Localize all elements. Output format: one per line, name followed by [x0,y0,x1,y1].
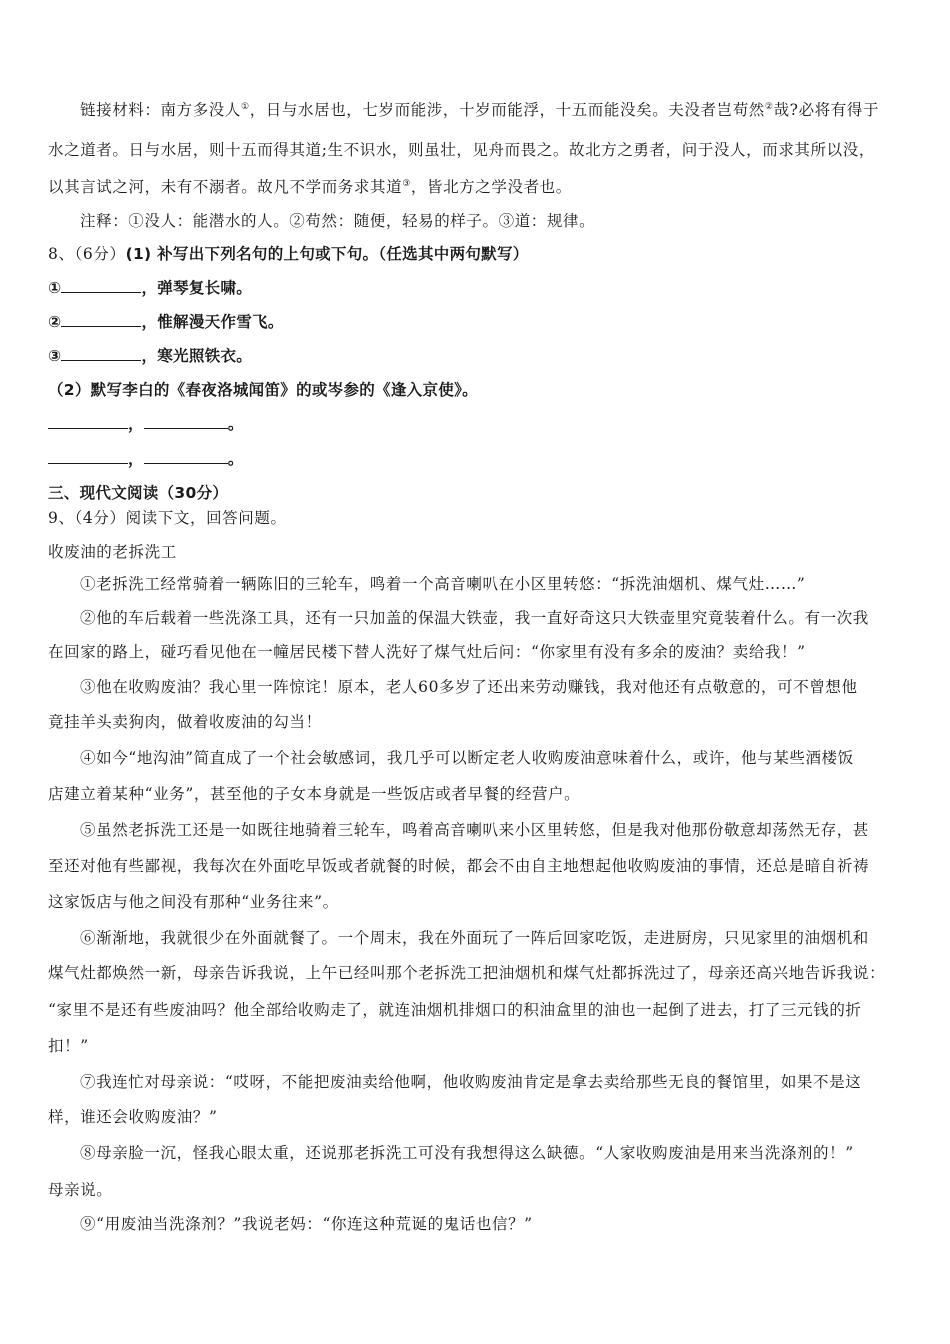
paragraph-3-line-1: ③他在收购废油？我心里一阵惊诧！原本，老人60多岁了还出来劳动赚钱，我对他还有点敬意的，可不曾想他 [80,678,858,696]
paragraph-7-line-2: 样，谁还会收购废油？” [48,1108,218,1126]
paragraph-3-line-2: 竟挂羊头卖狗肉，做着收废油的勾当！ [48,713,322,731]
q8-item-2: ② ，惟解漫天作雪飞。 [48,313,284,331]
paragraph-5-line-1: ⑤虽然老拆洗工还是一如既往地骑着三轮车，鸣着高音喇叭来小区里转悠，但是我对他那份敬意却荡然无存，甚 [80,821,869,839]
paragraph-1: ①老拆洗工经常骑着一辆陈旧的三轮车，鸣着一个高音喇叭在小区里转悠：“拆洗油烟机、煤气灶……” [80,575,806,593]
paragraph-5-line-2: 至还对他有些鄙视，我每次在外面吃早饭或者就餐的时候，都会不由自主地想起他收购废油的事情，还总是暗自祈祷 [48,857,870,875]
q8-answer-line-2: ， 。 [48,449,908,469]
paragraph-6-line-3: “家里不是还有些废油吗？他全部给收购走了，就连油烟机排烟口的积油盒里的油也一起倒了进去，打了三元钱的折 [48,1001,862,1019]
question-9-heading: 9、（4分）阅读下文，回答问题。 [48,509,287,527]
link-material-line-3: 以其言试之河，未有不溺者。故凡不学而务求其道③，皆北方之学没者也。 [48,178,572,196]
paragraph-2-line-1: ②他的车后载着一些洗涤工具，还有一只加盖的保温大铁壶，我一直好奇这只大铁壶里究竟装着什么。有一次我 [80,609,869,627]
answer-blank[interactable] [61,346,141,361]
section-3-heading: 三、现代文阅读（30分） [48,484,229,502]
paragraph-4-line-2: 店建立着某种“业务”，甚至他的子女本身就是一些饭店或者早餐的经营户。 [48,785,581,803]
q8-item-1: ① ，弹琴复长啸。 [48,279,253,297]
answer-blank[interactable] [61,312,141,327]
paragraph-5-line-3: 这家饭店与他之间没有那种“业务往来”。 [48,893,339,911]
link-material-line-2: 水之道者。日与水居，则十五而得其道;生不识水，则虽壮，见舟而畏之。故北方之勇者，问于没人，而求其所以没， [48,141,875,159]
paragraph-8-line-2: 母亲说。 [48,1181,113,1199]
answer-blank[interactable] [144,414,228,429]
annotation-note: 注释：①没人：能潜水的人。②苟然：随便，轻易的样子。③道：规律。 [80,212,596,230]
paragraph-6-line-2: 煤气灶都焕然一新，母亲告诉我说，上午已经叫那个老拆洗工把油烟机和煤气灶都拆洗过了，母亲还高兴地告诉我说： [48,964,886,982]
paragraph-7-line-1: ⑦我连忙对母亲说：“哎呀，不能把废油卖给他啊，他收购废油肯定是拿去卖给那些无良的餐馆里，如果不是这 [80,1073,862,1091]
question-8-heading: 8、（6分）(1) 补写出下列名句的上句或下句。（任选其中两句默写） [48,245,529,263]
paragraph-6-line-4: 扣！” [48,1037,89,1055]
paragraph-2-line-2: 在回家的路上，碰巧看见他在一幢居民楼下替人洗好了煤气灶后问：“你家里有没有多余的废油？卖给我！” [48,643,806,661]
answer-blank[interactable] [48,414,128,429]
q8-item-3: ③ ，寒光照铁衣。 [48,347,253,365]
link-material-line-1: 链接材料：南方多没人①，日与水居也，七岁而能涉，十岁而能浮，十五而能没矣。夫没者岂苟然②哉?必将有得于 [80,101,880,119]
answer-blank[interactable] [144,449,228,464]
paragraph-4-line-1: ④如今“地沟油”简直成了一个社会敏感词，我几乎可以断定老人收购废油意味着什么，或许，他与某些酒楼饭 [80,749,854,767]
q8-answer-line-1: ， 。 [48,414,908,434]
passage-title: 收废油的老拆洗工 [48,543,177,561]
q8-part-2: （2）默写李白的《春夜洛城闻笛》的或岑参的《逢入京使》。 [48,381,478,399]
answer-blank[interactable] [48,449,128,464]
paragraph-6-line-1: ⑥渐渐地，我就很少在外面就餐了。一个周末，我在外面玩了一阵后回家吃饭，走进厨房，只见家里的油烟机和 [80,929,869,947]
paragraph-8-line-1: ⑧母亲脸一沉，怪我心眼太重，还说那老拆洗工可没有我想得这么缺德。“人家收购废油是用来当洗涤剂的！” [80,1144,854,1162]
paragraph-9: ⑨“用废油当洗涤剂？”我说老妈：“你连这种荒诞的鬼话也信？” [80,1215,533,1233]
answer-blank[interactable] [61,278,141,293]
